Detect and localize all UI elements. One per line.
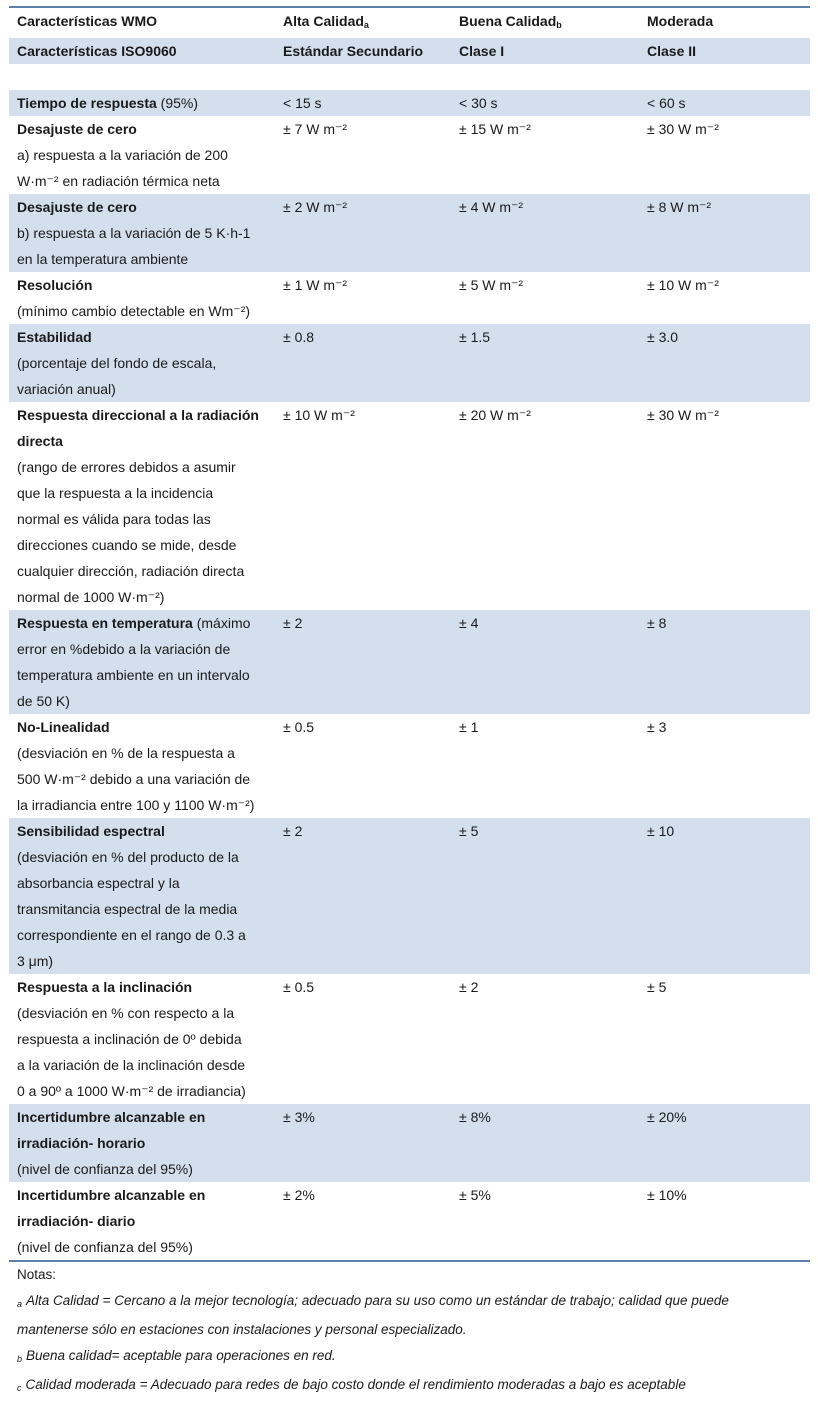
row-title: Sensibilidad espectral: [17, 823, 165, 839]
value-alta-calidad: ± 1 W m⁻²: [283, 277, 348, 293]
row-description-line: normal de 1000 W·m⁻²): [17, 589, 165, 605]
value-alta-calidad: ± 0.5: [283, 719, 315, 735]
row-description-line: a la variación de la inclinación desde: [17, 1057, 246, 1073]
value-moderada: ± 8 W m⁻²: [639, 194, 810, 272]
value-alta-calidad: ± 3%: [275, 1104, 451, 1182]
iso-label: Características ISO9060: [9, 38, 275, 64]
value-buena-calidad: ± 1: [459, 719, 479, 735]
note-mark: c: [17, 1383, 22, 1393]
row-description-line: temperatura ambiente en un intervalo: [17, 667, 250, 683]
table-row: [9, 272, 810, 324]
value-buena-calidad: ± 4 W m⁻²: [451, 194, 639, 272]
row-description-line: 3 μm): [17, 953, 54, 969]
header-row-iso: [9, 38, 810, 64]
row-characteristic: [9, 324, 275, 402]
value-alta-calidad: < 15 s: [275, 90, 451, 116]
row-description-line: a) respuesta a la variación de 200: [17, 147, 228, 163]
row-description-line: (nivel de confianza del 95%): [17, 1161, 193, 1177]
row-description-line: normal es válida para todas las: [17, 511, 211, 527]
value-alta-calidad: ± 10 W m⁻²: [283, 407, 355, 423]
row-characteristic: [9, 402, 275, 610]
table-row: [9, 1182, 810, 1261]
note-text: mantenerse sólo en estaciones con instalaciones y personal especializado.: [17, 1322, 467, 1337]
note-text: Calidad moderada = Adecuado para redes de bajo costo donde el rendimiento moderadas a bajo es aceptable: [25, 1377, 686, 1392]
spacer-row: [9, 64, 810, 90]
value-buena-calidad: ± 2: [459, 979, 479, 995]
row-title: irradiación- diario: [17, 1213, 136, 1229]
note-mark: b: [17, 1354, 23, 1364]
iso-clase-2: Clase II: [639, 38, 810, 64]
row-title-suffix: (95%): [156, 95, 199, 111]
notes-section: [9, 1262, 810, 1401]
table-row: [9, 90, 810, 116]
table-row: [9, 714, 810, 818]
row-characteristic: [9, 818, 275, 974]
row-description-line: (desviación en % del producto de la: [17, 849, 239, 865]
row-description-line: (nivel de confianza del 95%): [17, 1239, 193, 1255]
value-buena-calidad: ± 5: [451, 818, 639, 974]
value-alta-calidad: ± 2%: [283, 1187, 315, 1203]
value-buena-calidad: ± 4: [451, 610, 639, 714]
value-moderada: ± 3: [647, 719, 667, 735]
value-buena-calidad: < 30 s: [451, 90, 639, 116]
value-buena-calidad: ± 20 W m⁻²: [459, 407, 531, 423]
row-title: Incertidumbre alcanzable en: [17, 1109, 206, 1125]
row-title: Desajuste de cero: [17, 121, 137, 137]
value-moderada: ± 8: [639, 610, 810, 714]
value-alta-calidad: ± 2 W m⁻²: [275, 194, 451, 272]
row-title: directa: [17, 433, 63, 449]
row-description-line: (desviación en % de la respuesta a: [17, 745, 235, 761]
row-description-line: W·m⁻² en radiación térmica neta: [17, 173, 220, 189]
value-moderada: ± 10 W m⁻²: [647, 277, 719, 293]
value-buena-calidad: ± 15 W m⁻²: [459, 121, 531, 137]
row-description-line: transmitancia espectral de la media: [17, 901, 238, 917]
row-title: Tiempo de respuesta: [17, 95, 157, 111]
row-title: Estabilidad: [17, 329, 92, 345]
row-characteristic: [9, 974, 275, 1104]
value-alta-calidad: ± 7 W m⁻²: [283, 121, 348, 137]
row-title: Respuesta direccional a la radiación: [17, 407, 259, 423]
value-moderada: ± 30 W m⁻²: [647, 121, 719, 137]
table-row: [9, 818, 810, 974]
row-characteristic: [9, 90, 275, 116]
value-alta-calidad: ± 2: [275, 610, 451, 714]
row-description-line: 0 a 90º a 1000 W·m⁻² de irradiancia): [17, 1083, 246, 1099]
header-moderada: Moderada: [647, 13, 714, 29]
row-title: Respuesta en temperatura: [17, 615, 193, 631]
row-description-line: direcciones cuando se mide, desde: [17, 537, 237, 553]
value-alta-calidad: ± 0.8: [275, 324, 451, 402]
value-moderada: < 60 s: [639, 90, 810, 116]
row-characteristic: [9, 272, 275, 324]
note-item: [17, 1343, 810, 1372]
row-description-line: absorbancia espectral y la: [17, 875, 180, 891]
row-description-line: en la temperatura ambiente: [17, 251, 189, 267]
value-moderada: ± 10%: [647, 1187, 687, 1203]
row-description-line: 500 W·m⁻² debido a una variación de: [17, 771, 251, 787]
table-row: [9, 610, 810, 714]
value-buena-calidad: ± 5%: [459, 1187, 491, 1203]
row-description-line: la irradiancia entre 100 y 1100 W·m⁻²): [17, 797, 255, 813]
value-moderada: ± 5: [647, 979, 667, 995]
row-title: Respuesta a la inclinación: [17, 979, 193, 995]
iso-estandar-secundario: Estándar Secundario: [275, 38, 451, 64]
table-row: [9, 1104, 810, 1182]
note-mark: a: [17, 1299, 23, 1309]
row-characteristic: [9, 714, 275, 818]
row-title: Desajuste de cero: [17, 199, 137, 215]
wmo-label: Características WMO: [17, 13, 158, 29]
row-title: Resolución: [17, 277, 93, 293]
row-characteristic: [9, 1104, 275, 1182]
iso-clase-1: Clase I: [451, 38, 639, 64]
header-alta-calidad: Alta Calidad$_a$: [283, 13, 369, 30]
note-item: [17, 1317, 810, 1343]
value-moderada: ± 3.0: [639, 324, 810, 402]
row-description-line: (mínimo cambio detectable en Wm⁻²): [17, 303, 251, 319]
value-alta-calidad: ± 2: [275, 818, 451, 974]
table-row: [9, 194, 810, 272]
row-title: irradiación- horario: [17, 1135, 146, 1151]
value-moderada: ± 20%: [639, 1104, 810, 1182]
row-description-line: b) respuesta a la variación de 5 K·h-1: [17, 225, 251, 241]
table-row: [9, 116, 810, 194]
row-title: No-Linealidad: [17, 719, 110, 735]
notes-heading: Notas:: [17, 1267, 57, 1282]
note-item: [17, 1288, 810, 1317]
value-buena-calidad: ± 8%: [451, 1104, 639, 1182]
row-description-line: correspondiente en el rango de 0.3 a: [17, 927, 246, 943]
header-buena-calidad: Buena Calidad$_b$: [459, 13, 562, 30]
row-characteristic: [9, 116, 275, 194]
row-description-line: cualquier dirección, radiación directa: [17, 563, 245, 579]
row-description-line: (rango de errores debidos a asumir: [17, 459, 236, 475]
row-description-line: de 50 K): [17, 693, 70, 709]
row-title: Incertidumbre alcanzable en: [17, 1187, 206, 1203]
note-text: Alta Calidad = Cercano a la mejor tecnología; adecuado para su uso como un estándar de trabajo; calidad que puede: [26, 1293, 729, 1308]
note-text: Buena calidad= aceptable para operaciones en red.: [26, 1348, 336, 1363]
value-moderada: ± 10: [639, 818, 810, 974]
row-description-line: (desviación en % con respecto a la: [17, 1005, 235, 1021]
value-moderada: ± 30 W m⁻²: [647, 407, 719, 423]
table-row: [9, 402, 810, 610]
row-description-line: respuesta a inclinación de 0º debida: [17, 1031, 242, 1047]
value-buena-calidad: ± 5 W m⁻²: [459, 277, 524, 293]
value-alta-calidad: ± 0.5: [283, 979, 315, 995]
pyranometer-spec-table: [9, 6, 810, 1262]
row-description-line: variación anual): [17, 381, 116, 397]
row-characteristic: [9, 610, 275, 714]
table-row: [9, 974, 810, 1104]
row-description-line: que la respuesta a la incidencia: [17, 485, 214, 501]
row-characteristic: [9, 194, 275, 272]
note-item: [17, 1372, 810, 1401]
row-description-line: error en %debido a la variación de: [17, 641, 231, 657]
header-row-wmo: [9, 7, 810, 38]
value-buena-calidad: ± 1.5: [451, 324, 639, 402]
spec-table-wrapper: [9, 6, 810, 1401]
row-title-suffix: (máximo: [192, 615, 251, 631]
row-description-line: (porcentaje del fondo de escala,: [17, 355, 217, 371]
table-row: [9, 324, 810, 402]
row-characteristic: [9, 1182, 275, 1261]
